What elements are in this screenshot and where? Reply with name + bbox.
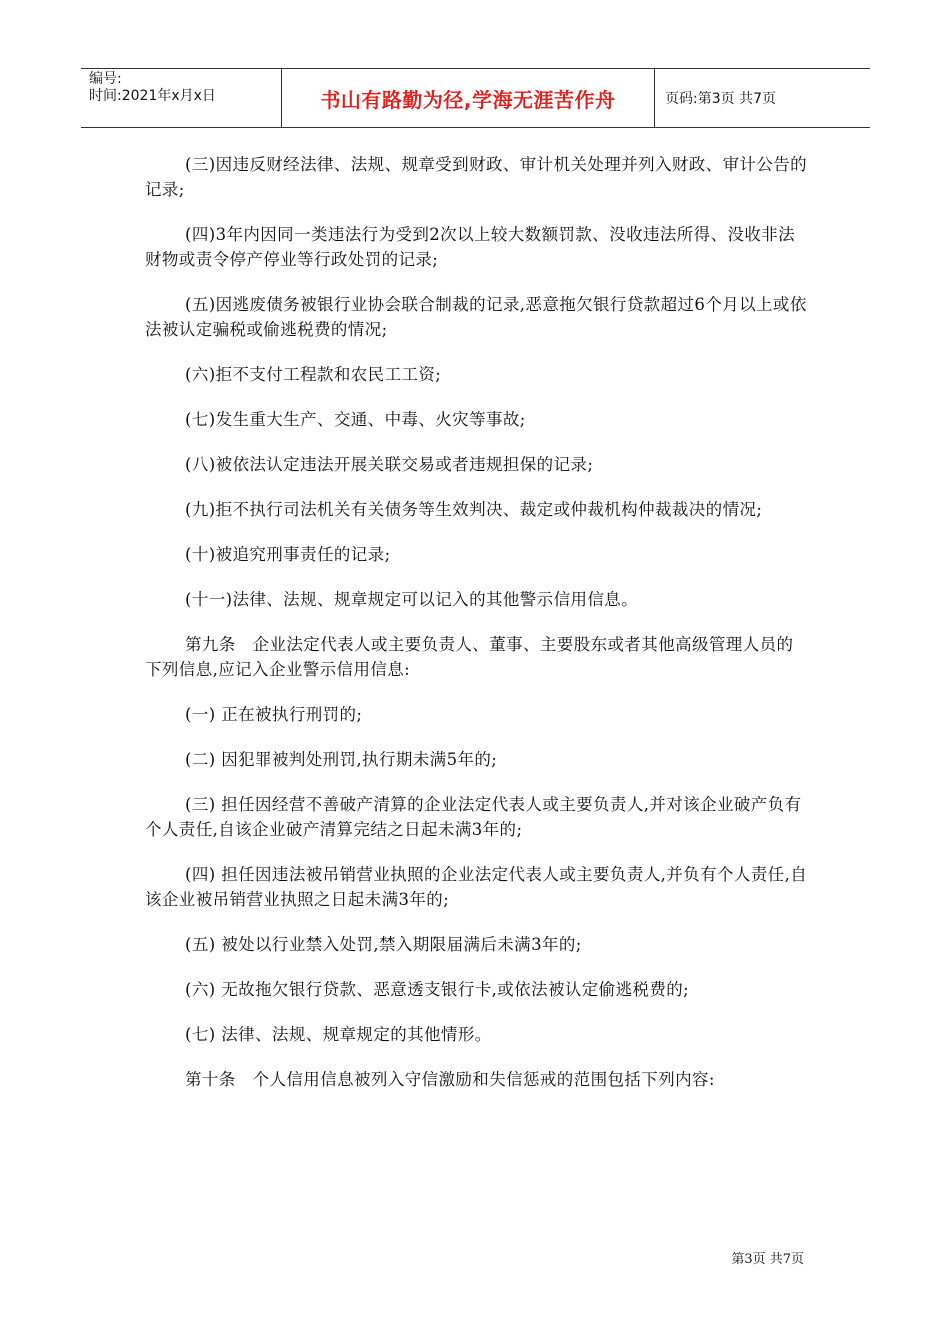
article-ten: 第十条 个人信用信息被列入守信激励和失信惩戒的范围包括下列内容: <box>185 1070 715 1089</box>
paragraph: (六)拒不支付工程款和农民工工资; <box>185 365 442 384</box>
paragraph: (七) 法律、法规、规章规定的其他情形。 <box>185 1025 492 1044</box>
paragraph: (四) 担任因违法被吊销营业执照的企业法定代表人或主要负责人,并负有个人责任,自该企业被吊销营业执照之日起未满3年的; <box>145 865 808 909</box>
paragraph: (九)拒不执行司法机关有关债务等生效判决、裁定或仲裁机构仲裁裁决的情况; <box>185 500 763 519</box>
paragraph: (五) 被处以行业禁入处罚,禁入期限届满后未满3年的; <box>185 935 582 954</box>
paragraph: (五)因逃废债务被银行业协会联合制裁的记录,恶意拖欠银行贷款超过6个月以上或依法被认定骗税或偷逃税费的情况; <box>145 295 807 339</box>
header-page-number: 页码:第3页 共7页 <box>665 91 776 107</box>
paragraph: (十)被追究刑事责任的记录; <box>185 545 391 564</box>
paragraph: (三)因违反财经法律、法规、规章受到财政、审计机关处理并列入财政、审计公告的记录; <box>145 155 808 199</box>
paragraph: (十一)法律、法规、规章规定可以记入的其他警示信用信息。 <box>185 590 639 609</box>
paragraph: (一) 正在被执行刑罚的; <box>185 705 363 724</box>
article-nine: 第九条 企业法定代表人或主要负责人、董事、主要股东或者其他高级管理人员的下列信息,应记入企业警示信用信息: <box>145 635 794 679</box>
paragraph: (六) 无故拖欠银行贷款、恶意透支银行卡,或依法被认定偷逃税费的; <box>185 980 690 999</box>
paragraph: (三) 担任因经营不善破产清算的企业法定代表人或主要负责人,并对该企业破产负有个人责任,自该企业破产清算完结之日起未满3年的; <box>145 795 802 839</box>
footer-page-number: 第3页 共7页 <box>731 1252 804 1267</box>
serial-label: 编号: <box>89 71 122 87</box>
paragraph: (八)被依法认定违法开展关联交易或者违规担保的记录; <box>185 455 594 474</box>
time-label: 时间:2021年x月x日 <box>89 88 216 104</box>
paragraph: (七)发生重大生产、交通、中毒、火灾等事故; <box>185 410 526 429</box>
header-motto: 书山有路勤为径,学海无涯苦作舟 <box>282 69 655 127</box>
paragraph: (二) 因犯罪被判处刑罚,执行期未满5年的; <box>185 750 498 769</box>
document-body <box>145 152 810 1112</box>
paragraph: (四)3年内因同一类违法行为受到2次以上较大数额罚款、没收违法所得、没收非法财物或责令停产停业等行政处罚的记录; <box>145 225 796 269</box>
header-meta <box>81 69 282 127</box>
page-header <box>81 68 870 128</box>
